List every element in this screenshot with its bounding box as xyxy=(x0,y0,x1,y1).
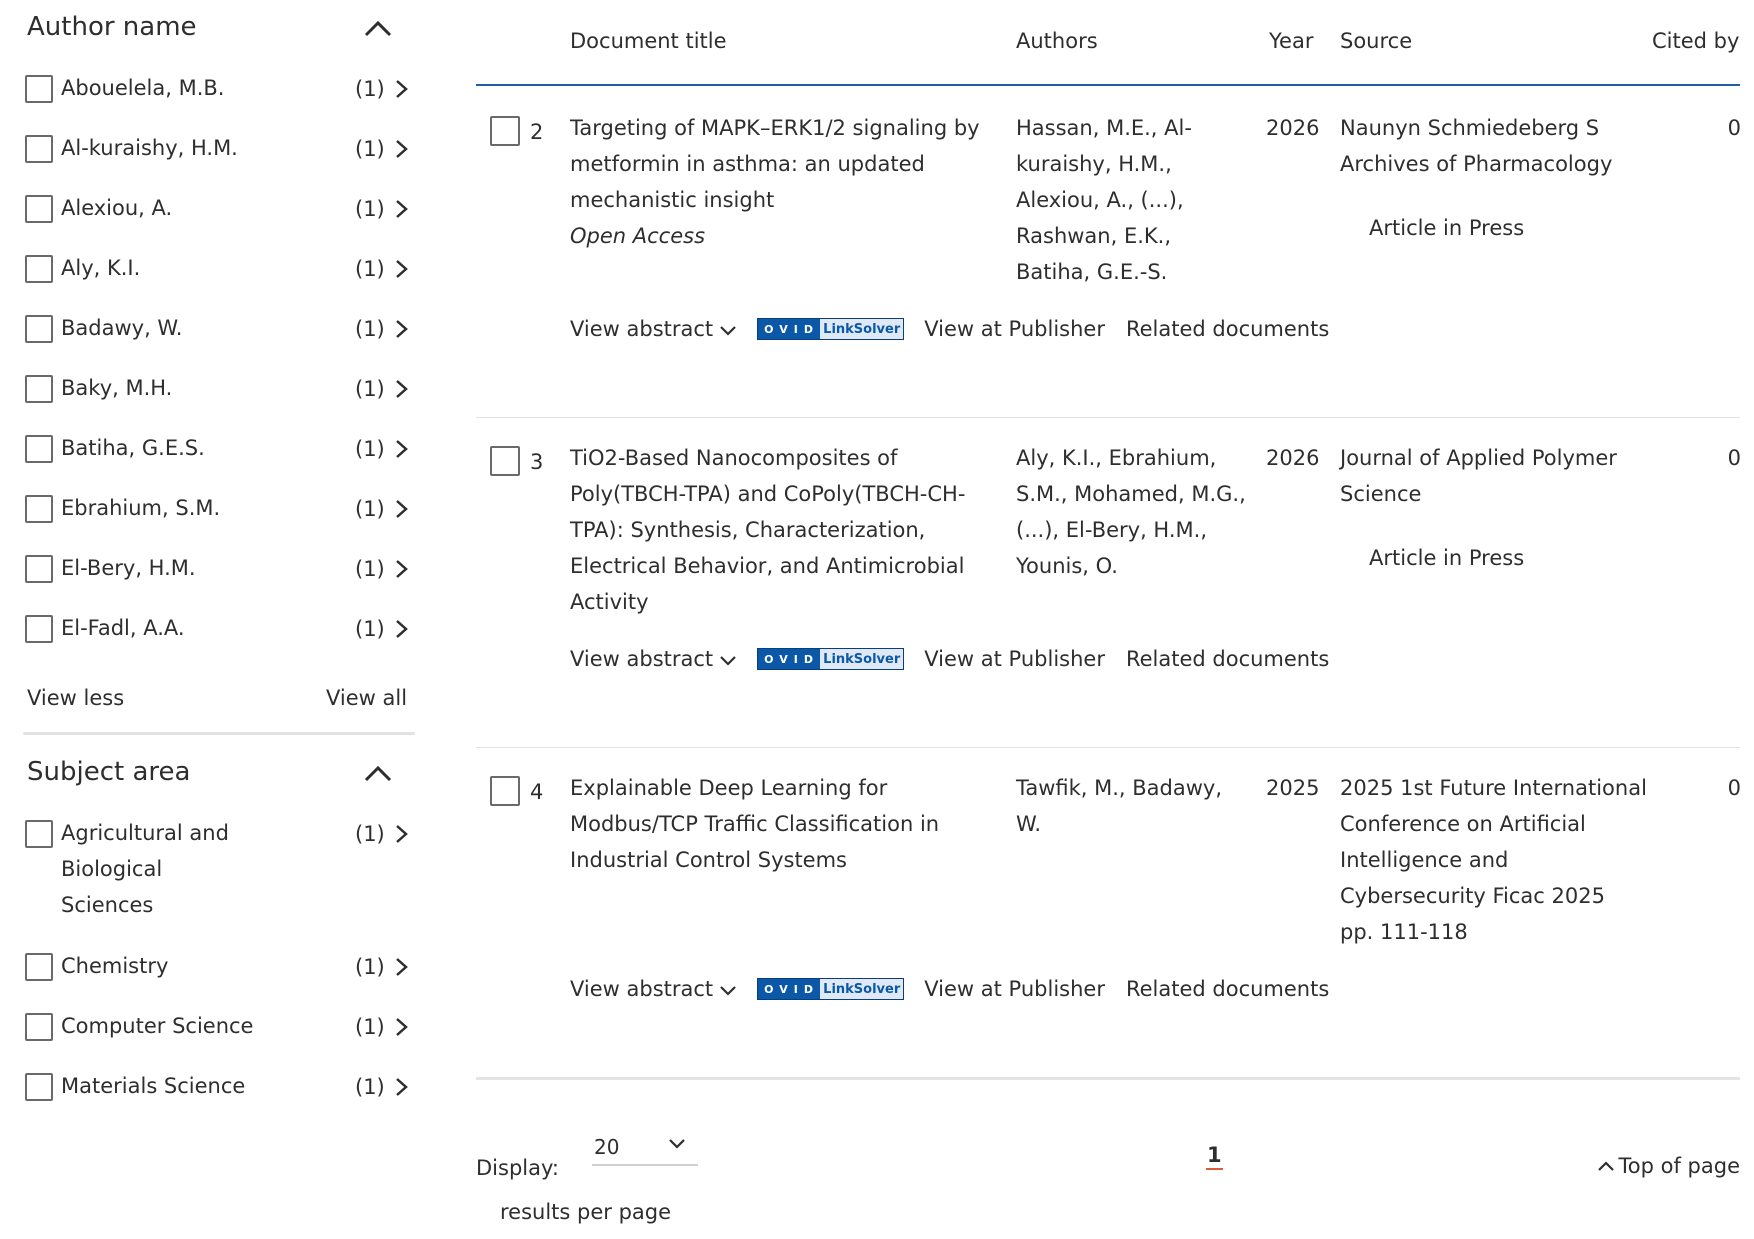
author-filter-item[interactable] xyxy=(25,312,417,372)
source-cell xyxy=(1340,440,1640,576)
collapse-up-icon[interactable] xyxy=(363,759,393,789)
author-filter-item[interactable] xyxy=(25,372,417,432)
author-filter-item[interactable] xyxy=(25,432,417,492)
subject-filter-count: (1) xyxy=(355,955,385,979)
row-actions xyxy=(570,974,1329,1004)
table-row xyxy=(476,86,1740,418)
chevron-right-icon[interactable] xyxy=(393,1017,411,1037)
open-access-label: Open Access xyxy=(570,224,706,248)
author-filter-count: (1) xyxy=(355,557,385,581)
ovid-logo: OVID xyxy=(758,649,820,669)
chevron-down-icon xyxy=(719,325,737,337)
author-filter-label: Badawy, W. xyxy=(61,316,183,340)
author-filter-item[interactable] xyxy=(25,252,417,312)
author-filter-item[interactable] xyxy=(25,492,417,552)
year-cell: 2026 xyxy=(1266,446,1320,470)
cited-by-cell[interactable]: 0 xyxy=(1727,776,1741,800)
source-cell xyxy=(1340,110,1640,246)
view-at-publisher-link[interactable]: View at Publisher xyxy=(924,317,1105,341)
author-filter-item[interactable] xyxy=(25,192,417,252)
author-filter-item[interactable] xyxy=(25,552,417,612)
chevron-right-icon[interactable] xyxy=(393,139,411,159)
author-checkbox[interactable] xyxy=(25,495,53,523)
source-cell xyxy=(1340,770,1650,950)
year-cell: 2026 xyxy=(1266,116,1320,140)
document-title-link[interactable]: Targeting of MAPK–ERK1/2 signaling by metformin in asthma: an updated mechanistic insight xyxy=(570,116,980,212)
author-checkbox[interactable] xyxy=(25,75,53,103)
author-filter-label: Baky, M.H. xyxy=(61,376,173,400)
results-per-page-label: results per page xyxy=(500,1200,672,1224)
subject-checkbox[interactable] xyxy=(25,953,53,981)
chevron-right-icon[interactable] xyxy=(393,379,411,399)
chevron-down-icon xyxy=(719,655,737,667)
subject-filter-item[interactable] xyxy=(25,1070,417,1130)
author-filter-count: (1) xyxy=(355,77,385,101)
cited-by-cell[interactable]: 0 xyxy=(1727,116,1741,140)
subject-filter-count: (1) xyxy=(355,1015,385,1039)
collapse-up-icon[interactable] xyxy=(363,14,393,44)
author-filter-label: Alexiou, A. xyxy=(61,196,173,220)
author-checkbox[interactable] xyxy=(25,195,53,223)
row-number: 2 xyxy=(530,120,544,144)
related-documents-link[interactable]: Related documents xyxy=(1125,647,1330,671)
row-checkbox[interactable] xyxy=(490,776,520,806)
subject-filter-label: Computer Science xyxy=(61,1014,254,1038)
source-link[interactable]: Naunyn Schmiedeberg S Archives of Pharmacology xyxy=(1340,116,1613,176)
results-per-page-select[interactable] xyxy=(592,1132,698,1166)
ovid-linksolver-button[interactable] xyxy=(757,978,904,1000)
author-filter-label: Abouelela, M.B. xyxy=(61,76,225,100)
author-checkbox[interactable] xyxy=(25,255,53,283)
year-cell: 2025 xyxy=(1266,776,1320,800)
header-source[interactable]: Source xyxy=(1340,29,1413,53)
source-link[interactable]: 2025 1st Future International Conference on Artificial Intelligence and Cybersecurity Ficac 2025 xyxy=(1340,776,1647,908)
chevron-right-icon[interactable] xyxy=(393,957,411,977)
view-less-link[interactable]: View less xyxy=(27,686,125,710)
author-filter-count: (1) xyxy=(355,257,385,281)
subject-filter-item[interactable] xyxy=(25,1010,417,1070)
chevron-down-icon xyxy=(719,985,737,997)
author-filter-count: (1) xyxy=(355,617,385,641)
author-facet-links xyxy=(25,672,417,720)
view-all-link[interactable]: View all xyxy=(326,686,408,710)
related-documents-link[interactable]: Related documents xyxy=(1125,317,1330,341)
article-status: Article in Press xyxy=(1369,216,1525,240)
author-filter-count: (1) xyxy=(355,137,385,161)
row-checkbox[interactable] xyxy=(490,446,520,476)
chevron-right-icon[interactable] xyxy=(393,619,411,639)
chevron-right-icon[interactable] xyxy=(393,499,411,519)
subject-facet-header[interactable] xyxy=(25,745,417,801)
author-filter-label: Aly, K.I. xyxy=(61,256,141,280)
subject-checkbox[interactable] xyxy=(25,820,53,848)
subject-filter-label: Agricultural and Biological Sciences xyxy=(61,821,229,917)
header-authors[interactable]: Authors xyxy=(1016,29,1098,53)
chevron-up-icon xyxy=(1597,1160,1615,1172)
row-number: 3 xyxy=(530,450,544,474)
chevron-right-icon[interactable] xyxy=(393,1077,411,1097)
author-filter-count: (1) xyxy=(355,437,385,461)
author-filter-item[interactable] xyxy=(25,132,417,192)
pagination-footer xyxy=(476,1120,1740,1230)
related-documents-link[interactable]: Related documents xyxy=(1125,977,1330,1001)
authors-cell[interactable]: Aly, K.I., Ebrahium, S.M., Mohamed, M.G., (...), El-Bery, H.M., Younis, O. xyxy=(1016,446,1246,578)
author-filter-label: El-Bery, H.M. xyxy=(61,556,196,580)
authors-cell[interactable]: Hassan, M.E., Al-kuraishy, H.M., Alexiou, A., (...), Rashwan, E.K., Batiha, G.E.-S. xyxy=(1016,116,1192,284)
linksolver-label: LinkSolver xyxy=(820,979,903,999)
source-link[interactable]: Journal of Applied Polymer Science xyxy=(1340,446,1617,506)
view-at-publisher-link[interactable]: View at Publisher xyxy=(924,977,1105,1001)
author-filter-label: Al-kuraishy, H.M. xyxy=(61,136,238,160)
subject-filter-label: Materials Science xyxy=(61,1074,246,1098)
subject-filter-item[interactable] xyxy=(25,950,417,1010)
author-filter-label: Ebrahium, S.M. xyxy=(61,496,221,520)
author-checkbox[interactable] xyxy=(25,315,53,343)
author-filter-item[interactable] xyxy=(25,612,417,672)
display-value: 20 xyxy=(594,1135,620,1159)
table-row xyxy=(476,748,1740,1080)
subject-filter-count: (1) xyxy=(355,1075,385,1099)
document-title-cell xyxy=(570,110,990,254)
row-number: 4 xyxy=(530,780,544,804)
ovid-logo: OVID xyxy=(758,979,820,999)
row-actions xyxy=(570,644,1329,674)
linksolver-label: LinkSolver xyxy=(820,649,903,669)
facet-divider xyxy=(23,732,415,735)
view-at-publisher-link[interactable]: View at Publisher xyxy=(924,647,1105,671)
view-abstract-button[interactable] xyxy=(570,977,737,1001)
author-filter-count: (1) xyxy=(355,317,385,341)
author-filter-label: Batiha, G.E.S. xyxy=(61,436,205,460)
author-filter-count: (1) xyxy=(355,377,385,401)
chevron-right-icon[interactable] xyxy=(393,259,411,279)
subject-checkbox[interactable] xyxy=(25,1013,53,1041)
results-table xyxy=(476,0,1740,1080)
author-filter-count: (1) xyxy=(355,197,385,221)
authors-cell[interactable]: Tawfik, M., Badawy, W. xyxy=(1016,776,1223,836)
view-abstract-button[interactable] xyxy=(570,317,737,341)
chevron-right-icon[interactable] xyxy=(393,79,411,99)
chevron-right-icon[interactable] xyxy=(393,199,411,219)
document-title-link[interactable]: TiO2-Based Nanocomposites of Poly(TBCH-TPA) and CoPoly(TBCH-CH-TPA): Synthesis, Characterization, Electrical Behavior, and Antimicrobial Activity xyxy=(570,446,966,614)
row-actions xyxy=(570,314,1329,344)
top-of-page-label: Top of page xyxy=(1618,1154,1740,1178)
document-title-cell xyxy=(570,440,990,620)
author-checkbox[interactable] xyxy=(25,615,53,643)
author-facet-title: Author name xyxy=(27,12,197,42)
subject-facet-title: Subject area xyxy=(27,757,191,787)
current-page[interactable]: 1 xyxy=(1206,1142,1223,1170)
ovid-linksolver-button[interactable] xyxy=(757,648,904,670)
view-abstract-button[interactable] xyxy=(570,647,737,671)
header-year[interactable]: Year xyxy=(1269,29,1314,53)
view-abstract-label: View abstract xyxy=(570,647,714,671)
header-cited-by[interactable]: Cited by xyxy=(1652,29,1740,53)
author-checkbox[interactable] xyxy=(25,435,53,463)
table-row xyxy=(476,418,1740,748)
filter-sidebar xyxy=(25,0,417,1130)
chevron-right-icon[interactable] xyxy=(393,824,411,844)
top-of-page-link[interactable] xyxy=(1597,1154,1740,1178)
author-filter-label: El-Fadl, A.A. xyxy=(61,616,185,640)
document-title-link[interactable]: Explainable Deep Learning for Modbus/TCP Traffic Classification in Industrial Control Systems xyxy=(570,776,940,872)
subject-filter-label: Chemistry xyxy=(61,954,169,978)
author-filter-item[interactable] xyxy=(25,72,417,132)
table-header xyxy=(476,0,1740,86)
ovid-logo: OVID xyxy=(758,319,820,339)
chevron-right-icon[interactable] xyxy=(393,439,411,459)
author-checkbox[interactable] xyxy=(25,555,53,583)
header-document-title[interactable]: Document title xyxy=(570,29,727,53)
subject-filter-item[interactable] xyxy=(25,817,417,950)
author-checkbox[interactable] xyxy=(25,135,53,163)
view-abstract-label: View abstract xyxy=(570,317,714,341)
chevron-right-icon[interactable] xyxy=(393,559,411,579)
author-facet-header[interactable] xyxy=(25,0,417,56)
document-title-cell xyxy=(570,770,990,878)
ovid-linksolver-button[interactable] xyxy=(757,318,904,340)
subject-filter-count: (1) xyxy=(355,822,385,846)
display-label: Display: xyxy=(476,1156,559,1180)
cited-by-cell[interactable]: 0 xyxy=(1727,446,1741,470)
source-pages: pp. 111-118 xyxy=(1340,920,1468,944)
linksolver-label: LinkSolver xyxy=(820,319,903,339)
author-filter-count: (1) xyxy=(355,497,385,521)
chevron-down-icon xyxy=(668,1138,686,1150)
author-checkbox[interactable] xyxy=(25,375,53,403)
view-abstract-label: View abstract xyxy=(570,977,714,1001)
subject-checkbox[interactable] xyxy=(25,1073,53,1101)
chevron-right-icon[interactable] xyxy=(393,319,411,339)
row-checkbox[interactable] xyxy=(490,116,520,146)
article-status: Article in Press xyxy=(1369,546,1525,570)
